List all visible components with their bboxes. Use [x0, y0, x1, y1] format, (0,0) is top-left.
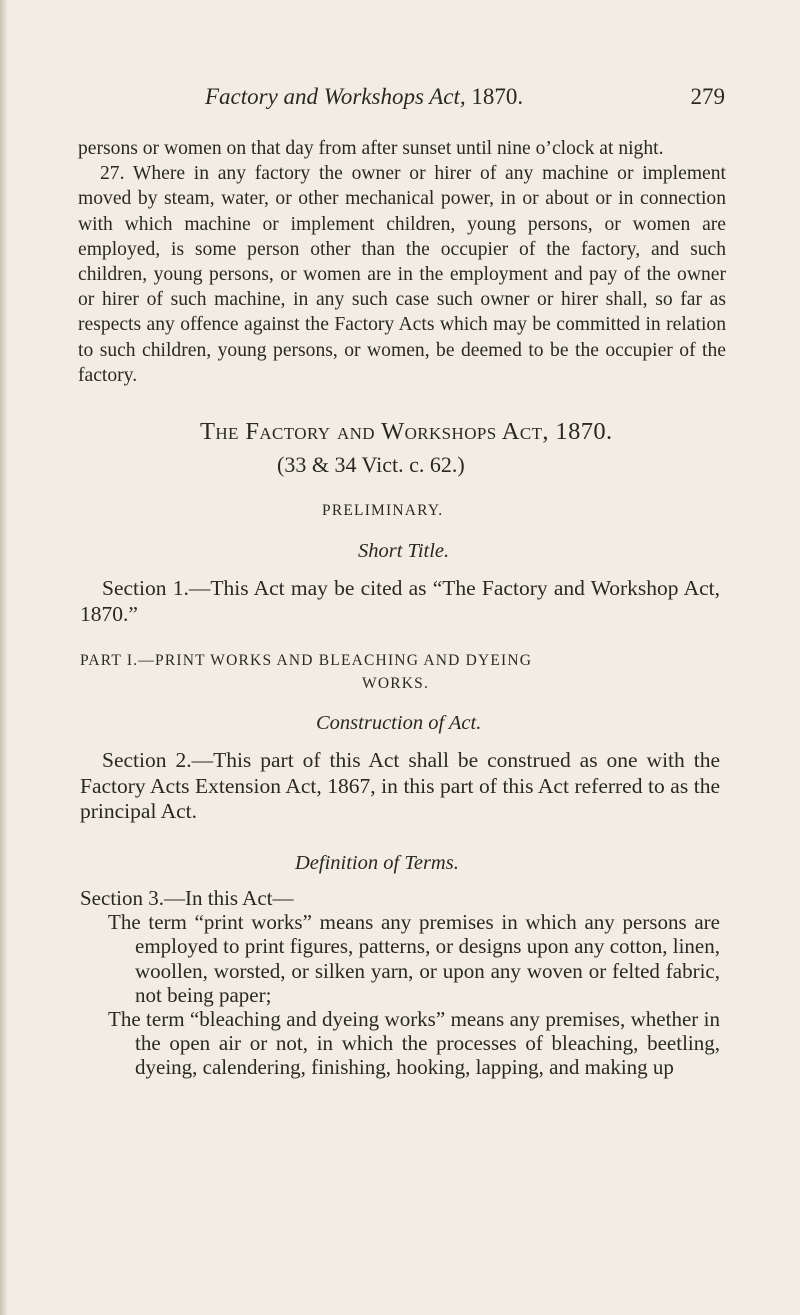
section-3-block [80, 886, 720, 1080]
preliminary-heading: PRELIMINARY. [322, 502, 444, 519]
part-1-heading-line1: PART I.—PRINT WORKS AND BLEACHING AND DYEING [80, 652, 533, 669]
construction-subheading: Construction of Act. [316, 712, 482, 734]
definition-subheading: Definition of Terms. [295, 852, 459, 874]
section-1-paragraph: Section 1.—This Act may be cited as “The Factory and Workshop Act, 1870.” [80, 576, 720, 626]
continued-paragraph: persons or women on that day from after sunset until nine o’clock at night. [78, 138, 664, 159]
term-bleaching-dyeing: The term “bleaching and dyeing works” means any premises, whether in the open air or not, in which the processes of bleaching, beetling, dyeing, calendering, finishing, hooking, lapping, and making up [108, 1007, 720, 1080]
section-27-paragraph: 27. Where in any factory the owner or hirer of any machine or implement moved by steam, water, or other mechanical power, in or about or in connection with which machine or implement children, young persons, or women are employed, is some person other than the occupier of the factory, and such children, young persons, or women are in the employment and pay of the owner or hirer of such machine, in any such case such owner or hirer shall, so far as respects any offence against the Factory Acts which may be committed in relation to such children, young persons, or women, be deemed to be the occupier of the factory. [78, 163, 726, 386]
section-2-paragraph: Section 2.—This part of this Act shall be construed as one with the Factory Acts Extension Act, 1867, in this part of this Act referred to as the principal Act. [80, 748, 720, 823]
act-citation: (33 & 34 Vict. c. 62.) [277, 452, 465, 477]
act-title: The Factory and Workshops Act, 1870. [200, 418, 613, 445]
section-1-block [80, 575, 720, 627]
page-number: 279 [690, 84, 725, 109]
section-3-intro: Section 3.—In this Act— [80, 886, 294, 910]
section-2-block [80, 748, 720, 825]
running-head-title: Factory and Workshops Act, [205, 84, 466, 109]
body-top [78, 136, 726, 388]
term-print-works: The term “print works” means any premises in which any persons are employed to print figures, patterns, or designs upon any cotton, linen, woollen, worsted, or silken yarn, or upon any woven or felted fabric, not being paper; [108, 910, 720, 1007]
page-gutter-shadow [0, 0, 8, 1315]
running-head [205, 84, 725, 110]
part-1-heading-line2: WORKS. [362, 675, 430, 692]
short-title-subheading: Short Title. [358, 540, 450, 562]
running-head-year: 1870. [471, 84, 524, 109]
